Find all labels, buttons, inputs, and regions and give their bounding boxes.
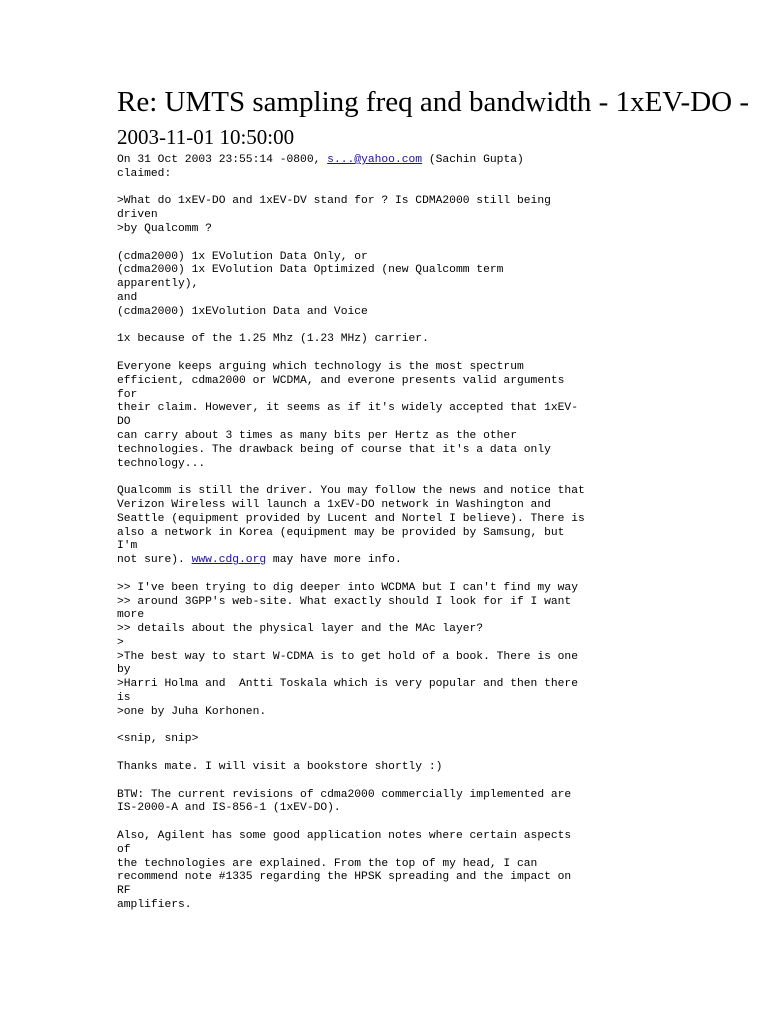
message-body [117, 154, 757, 913]
cdg-site-link[interactable]: www.cdg.org [191, 554, 267, 567]
document-page [117, 86, 757, 913]
message-text-part-1: (Sachin Gupta) claimed: >What do 1xEV-DO and 1xEV-DV stand for ? Is CDMA2000 still being driven >by Qualcomm ? (cdma2000) 1x EVolution Data Only, or (cdma2000) 1x EVolution Data Optimized (new Qualcomm term apparently), and (cdma2000) 1xEVolution Data and Voice 1x because of the 1.25 Mhz (1.23 MHz) carrier. Everyone keeps arguing which technology is the most spectrum efficient, cdma2000 or WCDMA, and everone presents valid arguments for their claim. However, it seems as if it's widely accepted that 1xEV- DO can carry about 3 times as many bits per Hertz as the other technologies. The drawback being of course that it's a data only technology... Qualcomm is still the driver. You may follow the news and notice that Verizon Wireless will launch a 1xEV-DO network in Washington and Seattle (equipment provided by Lucent and Nortel I believe). There is also a network in Korea (equipment may be provided by Samsung, but I'm not sure). [117, 154, 585, 567]
post-title-main: Re: UMTS sampling freq and bandwidth - 1xEV-DO - [117, 86, 750, 118]
message-header-pre: On 31 Oct 2003 23:55:14 -0800, [117, 154, 328, 166]
message-text-part-2: may have more info. >> I've been trying to dig deeper into WCDMA but I can't find my way >> around 3GPP's web-site. What exactly should I look for if I want more >> details about the physical layer and the MAc layer? > >The best way to start W-CDMA is to get hold of a book. There is one by >Harri Holma and Antti Toskala which is very popular and then there is >one by Juha Korhonen. <snip, snip> Thanks mate. I will visit a bookstore shortly :) BTW: The current revisions of cdma2000 commercially implemented are IS-2000-A and IS-856-1 (1xEV-DO). Also, Agilent has some good application notes where certain aspects of the technologies are explained. From the top of my head, I can recommend note #1335 regarding the HPSK spreading and the impact on RF amplifiers. [117, 554, 578, 912]
sender-email-link[interactable]: s...@yahoo.com [327, 154, 423, 166]
post-date: 2003-11-01 10:50:00 [117, 125, 295, 149]
post-title [117, 86, 757, 154]
